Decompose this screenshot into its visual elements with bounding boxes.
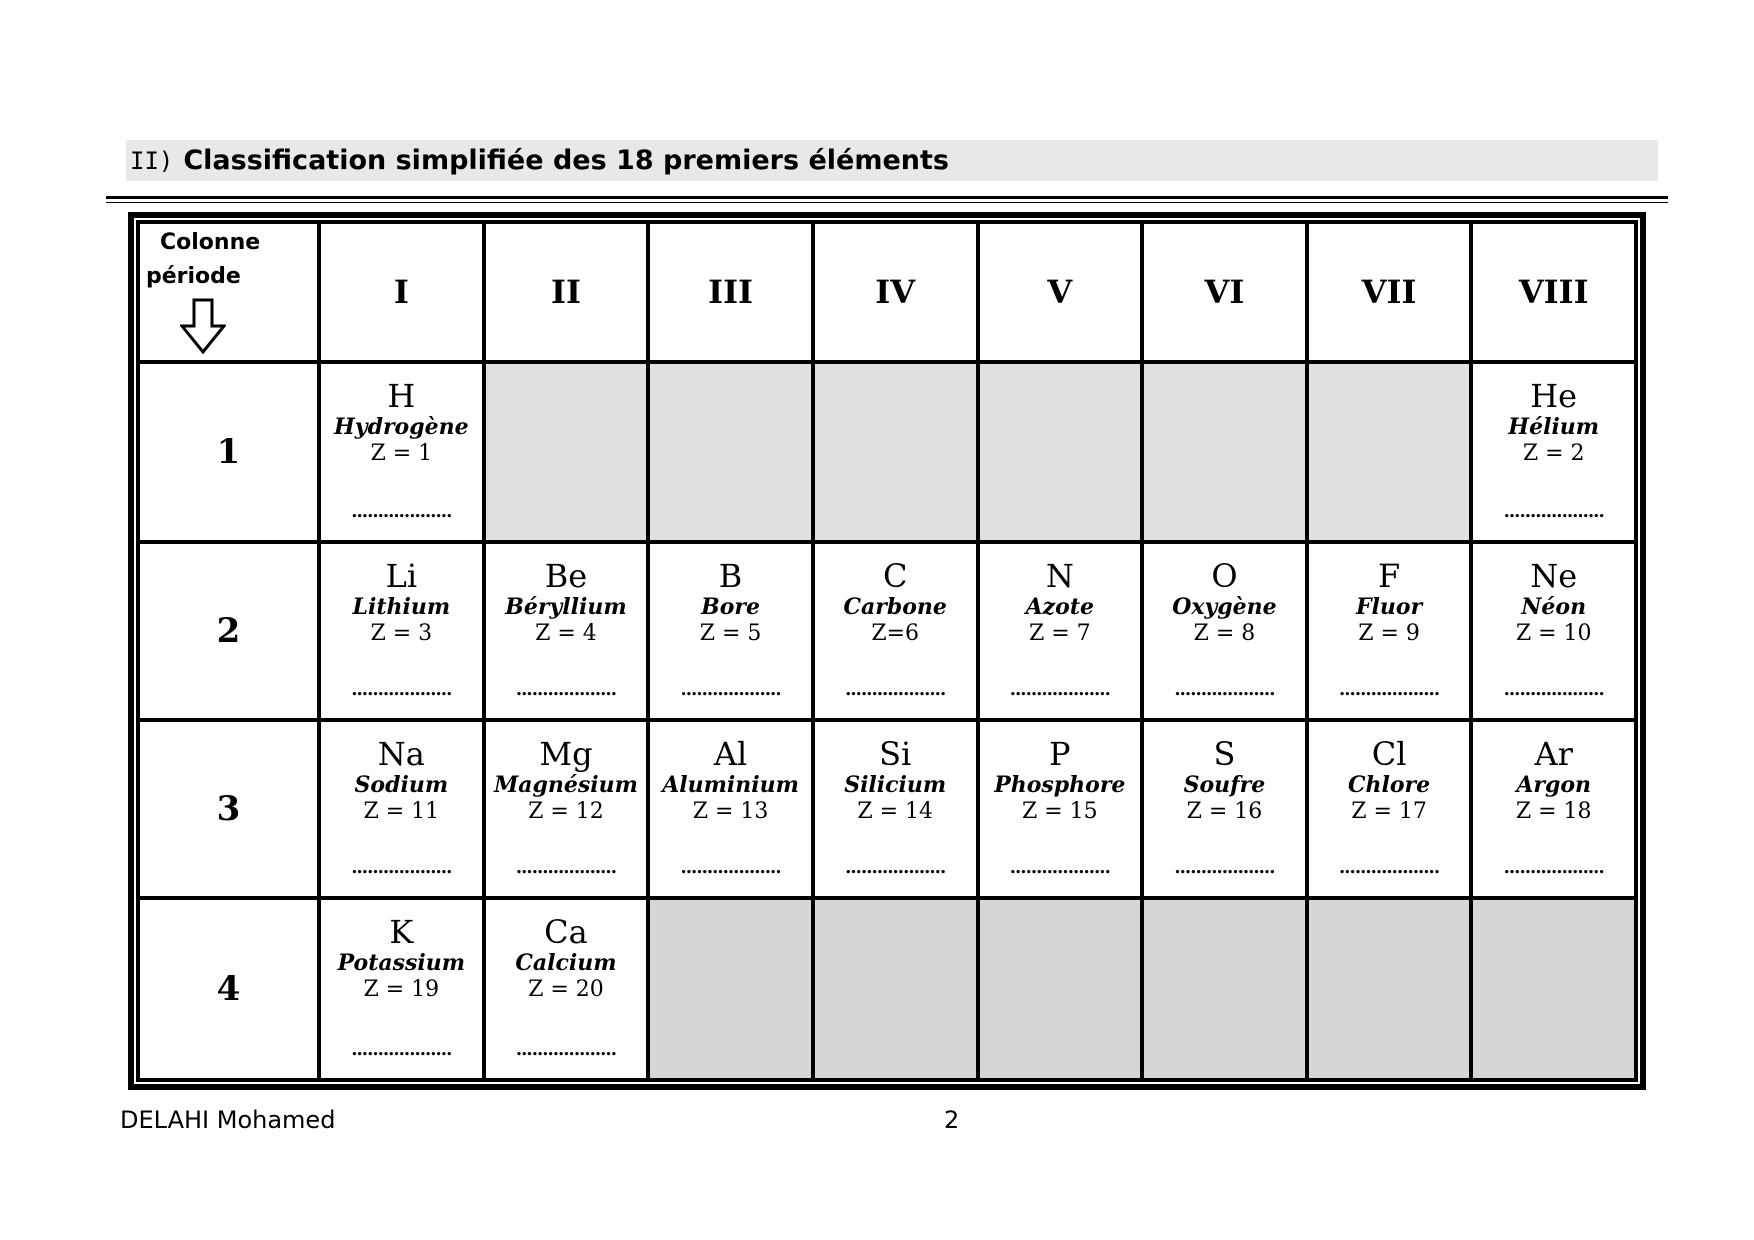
page-number: 2 <box>944 1106 960 1134</box>
empty-cell <box>1471 898 1636 1080</box>
element-symbol: Ne <box>1530 557 1578 596</box>
answer-blank: ................... <box>515 1039 616 1060</box>
element-cell <box>978 720 1143 898</box>
answer-blank: ................... <box>515 856 616 878</box>
element-symbol: Na <box>377 734 425 773</box>
element-cell <box>319 362 484 542</box>
element-cell <box>648 720 813 898</box>
atomic-number: Z = 17 <box>1351 798 1427 824</box>
answer-blank: ................... <box>1503 678 1604 700</box>
atomic-number: Z = 11 <box>363 798 440 824</box>
column-header: III <box>648 222 813 362</box>
period-row <box>138 362 1636 542</box>
section-title: Classification simplifiée des 18 premiers éléments <box>183 145 949 176</box>
element-name: Hélium <box>1508 414 1600 441</box>
answer-blank: ................... <box>680 856 781 878</box>
element-cell <box>484 898 649 1080</box>
element-cell <box>1471 362 1636 542</box>
element-cell <box>1471 542 1636 720</box>
element-symbol: C <box>882 557 908 596</box>
answer-blank: ................... <box>351 678 452 700</box>
element-symbol: B <box>718 557 743 596</box>
element-name: Lithium <box>352 594 451 621</box>
column-header: IV <box>813 222 978 362</box>
element-name: Néon <box>1521 594 1587 621</box>
element-cell <box>1307 720 1472 898</box>
element-cell <box>1471 720 1636 898</box>
element-name: Sodium <box>354 771 449 798</box>
empty-cell <box>484 362 649 542</box>
element-symbol: Al <box>713 734 748 773</box>
empty-cell <box>1307 362 1472 542</box>
element-cell <box>813 720 978 898</box>
atomic-number: Z = 2 <box>1522 441 1585 467</box>
answer-blank: ................... <box>351 501 452 523</box>
element-symbol: O <box>1211 557 1238 596</box>
period-row <box>138 720 1636 898</box>
answer-blank: ................... <box>845 856 946 878</box>
answer-blank: ................... <box>515 678 616 700</box>
atomic-number: Z = 13 <box>692 798 769 824</box>
atomic-number: Z=6 <box>871 621 920 647</box>
answer-blank: ................... <box>680 678 781 700</box>
header-rule <box>106 196 1668 199</box>
atomic-number: Z = 4 <box>535 621 597 647</box>
empty-cell <box>1307 898 1472 1080</box>
atomic-number: Z = 20 <box>528 976 604 1002</box>
element-cell <box>319 720 484 898</box>
element-symbol: Cl <box>1371 734 1407 773</box>
empty-cell <box>813 898 978 1080</box>
atomic-number: Z = 18 <box>1515 798 1592 824</box>
period-label: 2 <box>138 542 319 720</box>
atomic-number: Z = 8 <box>1193 621 1256 647</box>
period-row <box>138 542 1636 720</box>
answer-blank: ................... <box>1009 856 1110 878</box>
empty-cell <box>1142 898 1307 1080</box>
periodic-table-frame <box>128 212 1646 1090</box>
atomic-number: Z = 15 <box>1021 798 1098 824</box>
element-name: Bore <box>701 594 760 621</box>
column-header: VI <box>1142 222 1307 362</box>
atomic-number: Z = 1 <box>370 441 433 467</box>
element-cell <box>1307 542 1472 720</box>
column-header: II <box>484 222 649 362</box>
element-symbol: P <box>1049 734 1071 773</box>
period-label: 3 <box>138 720 319 898</box>
footer-author: DELAHI Mohamed <box>120 1106 336 1134</box>
element-name: Chlore <box>1348 771 1431 798</box>
atomic-number: Z = 16 <box>1186 798 1263 824</box>
element-symbol: Li <box>385 557 418 596</box>
element-cell <box>1142 720 1307 898</box>
column-header: V <box>978 222 1143 362</box>
corner-periode-label: période <box>146 264 241 289</box>
period-label: 4 <box>138 898 319 1080</box>
element-name: Carbone <box>843 594 947 621</box>
element-name: Potassium <box>337 949 466 976</box>
element-symbol: Be <box>544 557 588 596</box>
element-name: Aluminium <box>662 771 799 798</box>
element-symbol: Ca <box>544 912 588 951</box>
element-name: Calcium <box>515 949 617 976</box>
element-name: Béryllium <box>505 594 627 621</box>
empty-cell <box>648 362 813 542</box>
element-symbol: H <box>387 377 416 416</box>
element-name: Oxygène <box>1172 594 1277 621</box>
empty-cell <box>978 362 1143 542</box>
element-name: Silicium <box>844 771 947 798</box>
corner-cell <box>138 222 319 362</box>
answer-blank: ................... <box>845 678 946 700</box>
element-cell <box>319 542 484 720</box>
atomic-number: Z = 14 <box>857 798 934 824</box>
element-cell <box>978 542 1143 720</box>
down-arrow-icon <box>180 298 226 354</box>
answer-blank: ................... <box>351 1039 452 1060</box>
element-name: Phosphore <box>994 771 1126 798</box>
column-header: VIII <box>1471 222 1636 362</box>
answer-blank: ................... <box>1174 856 1275 878</box>
answer-blank: ................... <box>1339 678 1440 700</box>
element-symbol: Ar <box>1534 734 1573 773</box>
atomic-number: Z = 5 <box>699 621 762 647</box>
answer-blank: ................... <box>1503 501 1604 523</box>
header-rule-thin <box>106 202 1668 203</box>
element-cell <box>1142 542 1307 720</box>
element-cell <box>484 720 649 898</box>
atomic-number: Z = 3 <box>370 621 433 647</box>
answer-blank: ................... <box>1339 856 1440 878</box>
period-row <box>138 898 1636 1080</box>
column-header: VII <box>1307 222 1472 362</box>
element-cell <box>813 542 978 720</box>
element-name: Fluor <box>1355 594 1423 621</box>
section-header <box>126 140 1658 181</box>
atomic-number: Z = 12 <box>528 798 604 824</box>
element-name: Magnésium <box>493 771 638 798</box>
empty-cell <box>648 898 813 1080</box>
header-row <box>138 222 1636 362</box>
element-name: Soufre <box>1183 771 1266 798</box>
atomic-number: Z = 9 <box>1358 621 1420 647</box>
element-symbol: N <box>1045 557 1074 596</box>
element-symbol: F <box>1377 557 1401 596</box>
periodic-table <box>136 220 1638 1082</box>
empty-cell <box>813 362 978 542</box>
element-symbol: Si <box>879 734 912 773</box>
element-symbol: K <box>389 912 414 951</box>
element-cell <box>648 542 813 720</box>
element-symbol: S <box>1213 734 1236 773</box>
answer-blank: ................... <box>1009 678 1110 700</box>
element-name: Azote <box>1025 594 1095 621</box>
atomic-number: Z = 10 <box>1515 621 1592 647</box>
element-cell <box>484 542 649 720</box>
empty-cell <box>978 898 1143 1080</box>
answer-blank: ................... <box>351 856 452 878</box>
column-header: I <box>319 222 484 362</box>
atomic-number: Z = 7 <box>1028 621 1091 647</box>
period-label: 1 <box>138 362 319 542</box>
element-cell <box>319 898 484 1080</box>
element-symbol: He <box>1530 377 1578 416</box>
section-number: II) <box>130 146 174 175</box>
element-symbol: Mg <box>539 734 593 773</box>
empty-cell <box>1142 362 1307 542</box>
element-name: Hydrogène <box>334 414 469 441</box>
element-name: Argon <box>1516 771 1592 798</box>
answer-blank: ................... <box>1174 678 1275 700</box>
answer-blank: ................... <box>1503 856 1604 878</box>
atomic-number: Z = 19 <box>363 976 440 1002</box>
corner-colonne-label: Colonne <box>160 230 261 255</box>
